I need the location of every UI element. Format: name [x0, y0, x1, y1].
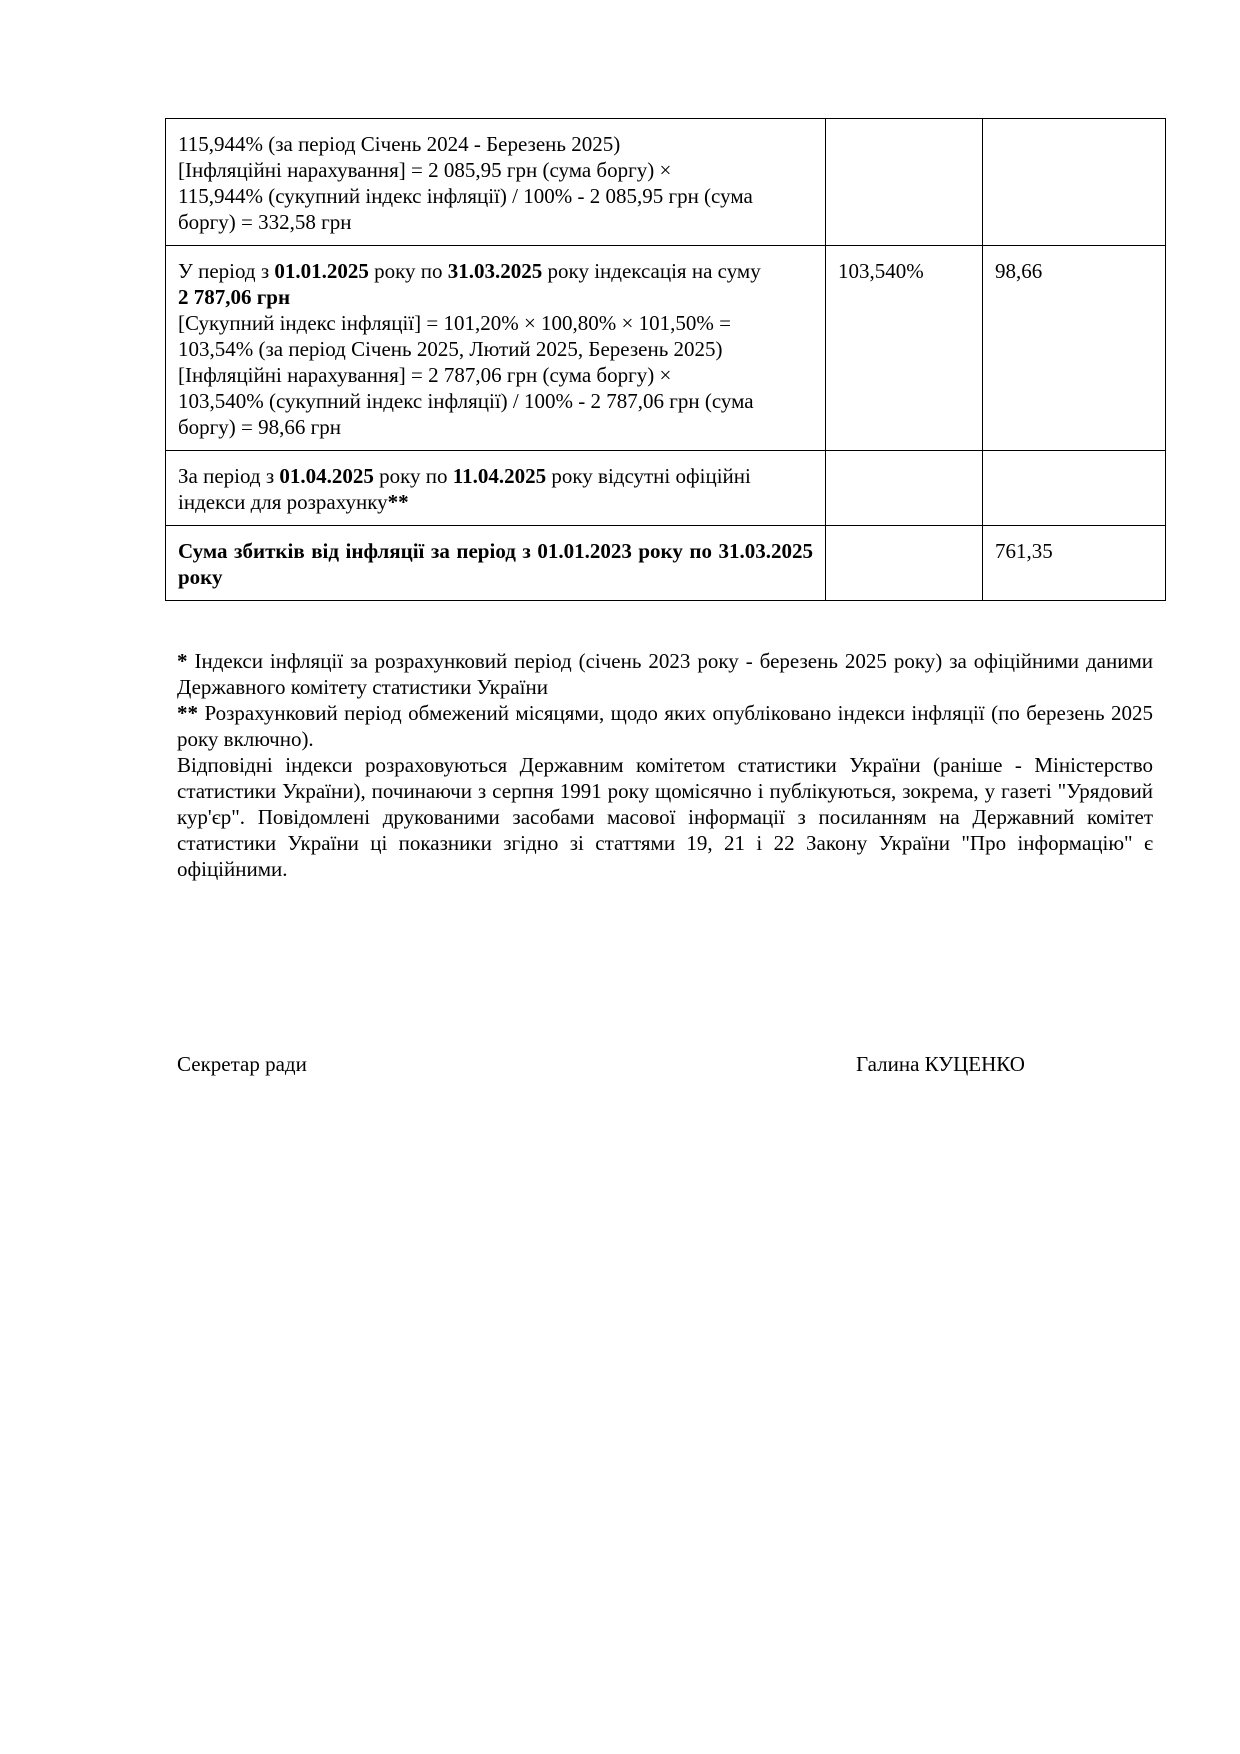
- total-label: Сума збитків від інфляції за період з 01.01.2023 року по 31.03.2025 року: [178, 539, 813, 589]
- index-cell: [826, 526, 983, 601]
- date-from: 01.01.2025: [274, 259, 369, 283]
- table-row: [166, 451, 1166, 526]
- footnote-text: Розрахунковий період обмежений місяцями, щодо яких опубліковано індекси інфляції (по березень 2025 року включно).: [177, 701, 1153, 751]
- footnote-marker: *: [177, 649, 188, 673]
- date-from: 01.04.2025: [279, 464, 374, 488]
- index-cell: 103,540%: [826, 246, 983, 451]
- row-description-cell: [166, 119, 826, 246]
- period-line: [178, 258, 813, 284]
- amount-cell: 98,66: [983, 246, 1166, 451]
- description-line: боргу) = 332,58 грн: [178, 210, 352, 234]
- amount-cell: [983, 119, 1166, 246]
- footnote-text: Індекси інфляції за розрахунковий період (січень 2023 року - березень 2025 року) за офіційними даними Державного комітету статистики України: [177, 649, 1153, 699]
- period-mid: року по: [368, 259, 448, 283]
- footnote-marker: **: [387, 490, 409, 514]
- description-line: 115,944% (сукупний індекс інфляції) / 100% - 2 085,95 грн (сума: [178, 184, 753, 208]
- table-row-total: [166, 526, 1166, 601]
- description-line: 115,944% (за період Січень 2024 - Березень 2025): [178, 132, 621, 156]
- row-description-cell: [166, 451, 826, 526]
- period-suffix: року індексація на суму: [542, 259, 761, 283]
- description-text: індекси для розрахунку: [178, 490, 388, 514]
- total-amount-cell: 761,35: [983, 526, 1166, 601]
- amount-cell: [983, 451, 1166, 526]
- signature-position: Секретар ради: [177, 1052, 307, 1076]
- description-line: [Сукупний індекс інфляції] = 101,20% × 100,80% × 101,50% =: [178, 311, 731, 335]
- period-prefix: За період з: [178, 464, 280, 488]
- period-prefix: У період з: [178, 259, 275, 283]
- date-to: 11.04.2025: [452, 464, 547, 488]
- index-cell: [826, 451, 983, 526]
- description-line: 103,540% (сукупний індекс інфляції) / 100% - 2 787,06 грн (сума: [178, 389, 754, 413]
- signature-name: Галина КУЦЕНКО: [856, 1052, 1025, 1076]
- table-row: [166, 119, 1166, 246]
- date-to: 31.03.2025: [447, 259, 543, 283]
- description-line: боргу) = 98,66 грн: [178, 415, 341, 439]
- row-description-cell: [166, 246, 826, 451]
- footnote-2: [177, 700, 1153, 752]
- footnote-marker: **: [177, 701, 198, 725]
- period-suffix: року відсутні офіційні: [546, 464, 751, 488]
- description-line: 103,54% (за період Січень 2025, Лютий 2025, Березень 2025): [178, 337, 723, 361]
- description-line: [Інфляційні нарахування] = 2 787,06 грн (сума боргу) ×: [178, 363, 672, 387]
- table-row: [166, 246, 1166, 451]
- footnote-1: [177, 648, 1153, 700]
- description-line: [178, 489, 813, 515]
- index-cell: [826, 119, 983, 246]
- description-line: [Інфляційні нарахування] = 2 085,95 грн (сума боргу) ×: [178, 158, 672, 182]
- period-mid: року по: [373, 464, 453, 488]
- footnotes: [177, 648, 1153, 882]
- total-label-cell: [166, 526, 826, 601]
- inflation-calculation-table: [165, 118, 1166, 601]
- indexation-sum: 2 787,06 грн: [178, 285, 291, 309]
- period-line: [178, 463, 813, 489]
- note-paragraph: Відповідні індекси розраховуються Державним комітетом статистики України (раніше - Міністерство статистики України), починаючи з серпня 1991 року щомісячно і публікуються, зокрема, у газеті "Урядовий кур'єр". Повідомлені друкованими засобами масової інформації з посиланням на Державний комітет статистики України ці показники згідно зі статтями 19, 21 і 22 Закону України "Про інформацію" є офіційними.: [177, 753, 1153, 881]
